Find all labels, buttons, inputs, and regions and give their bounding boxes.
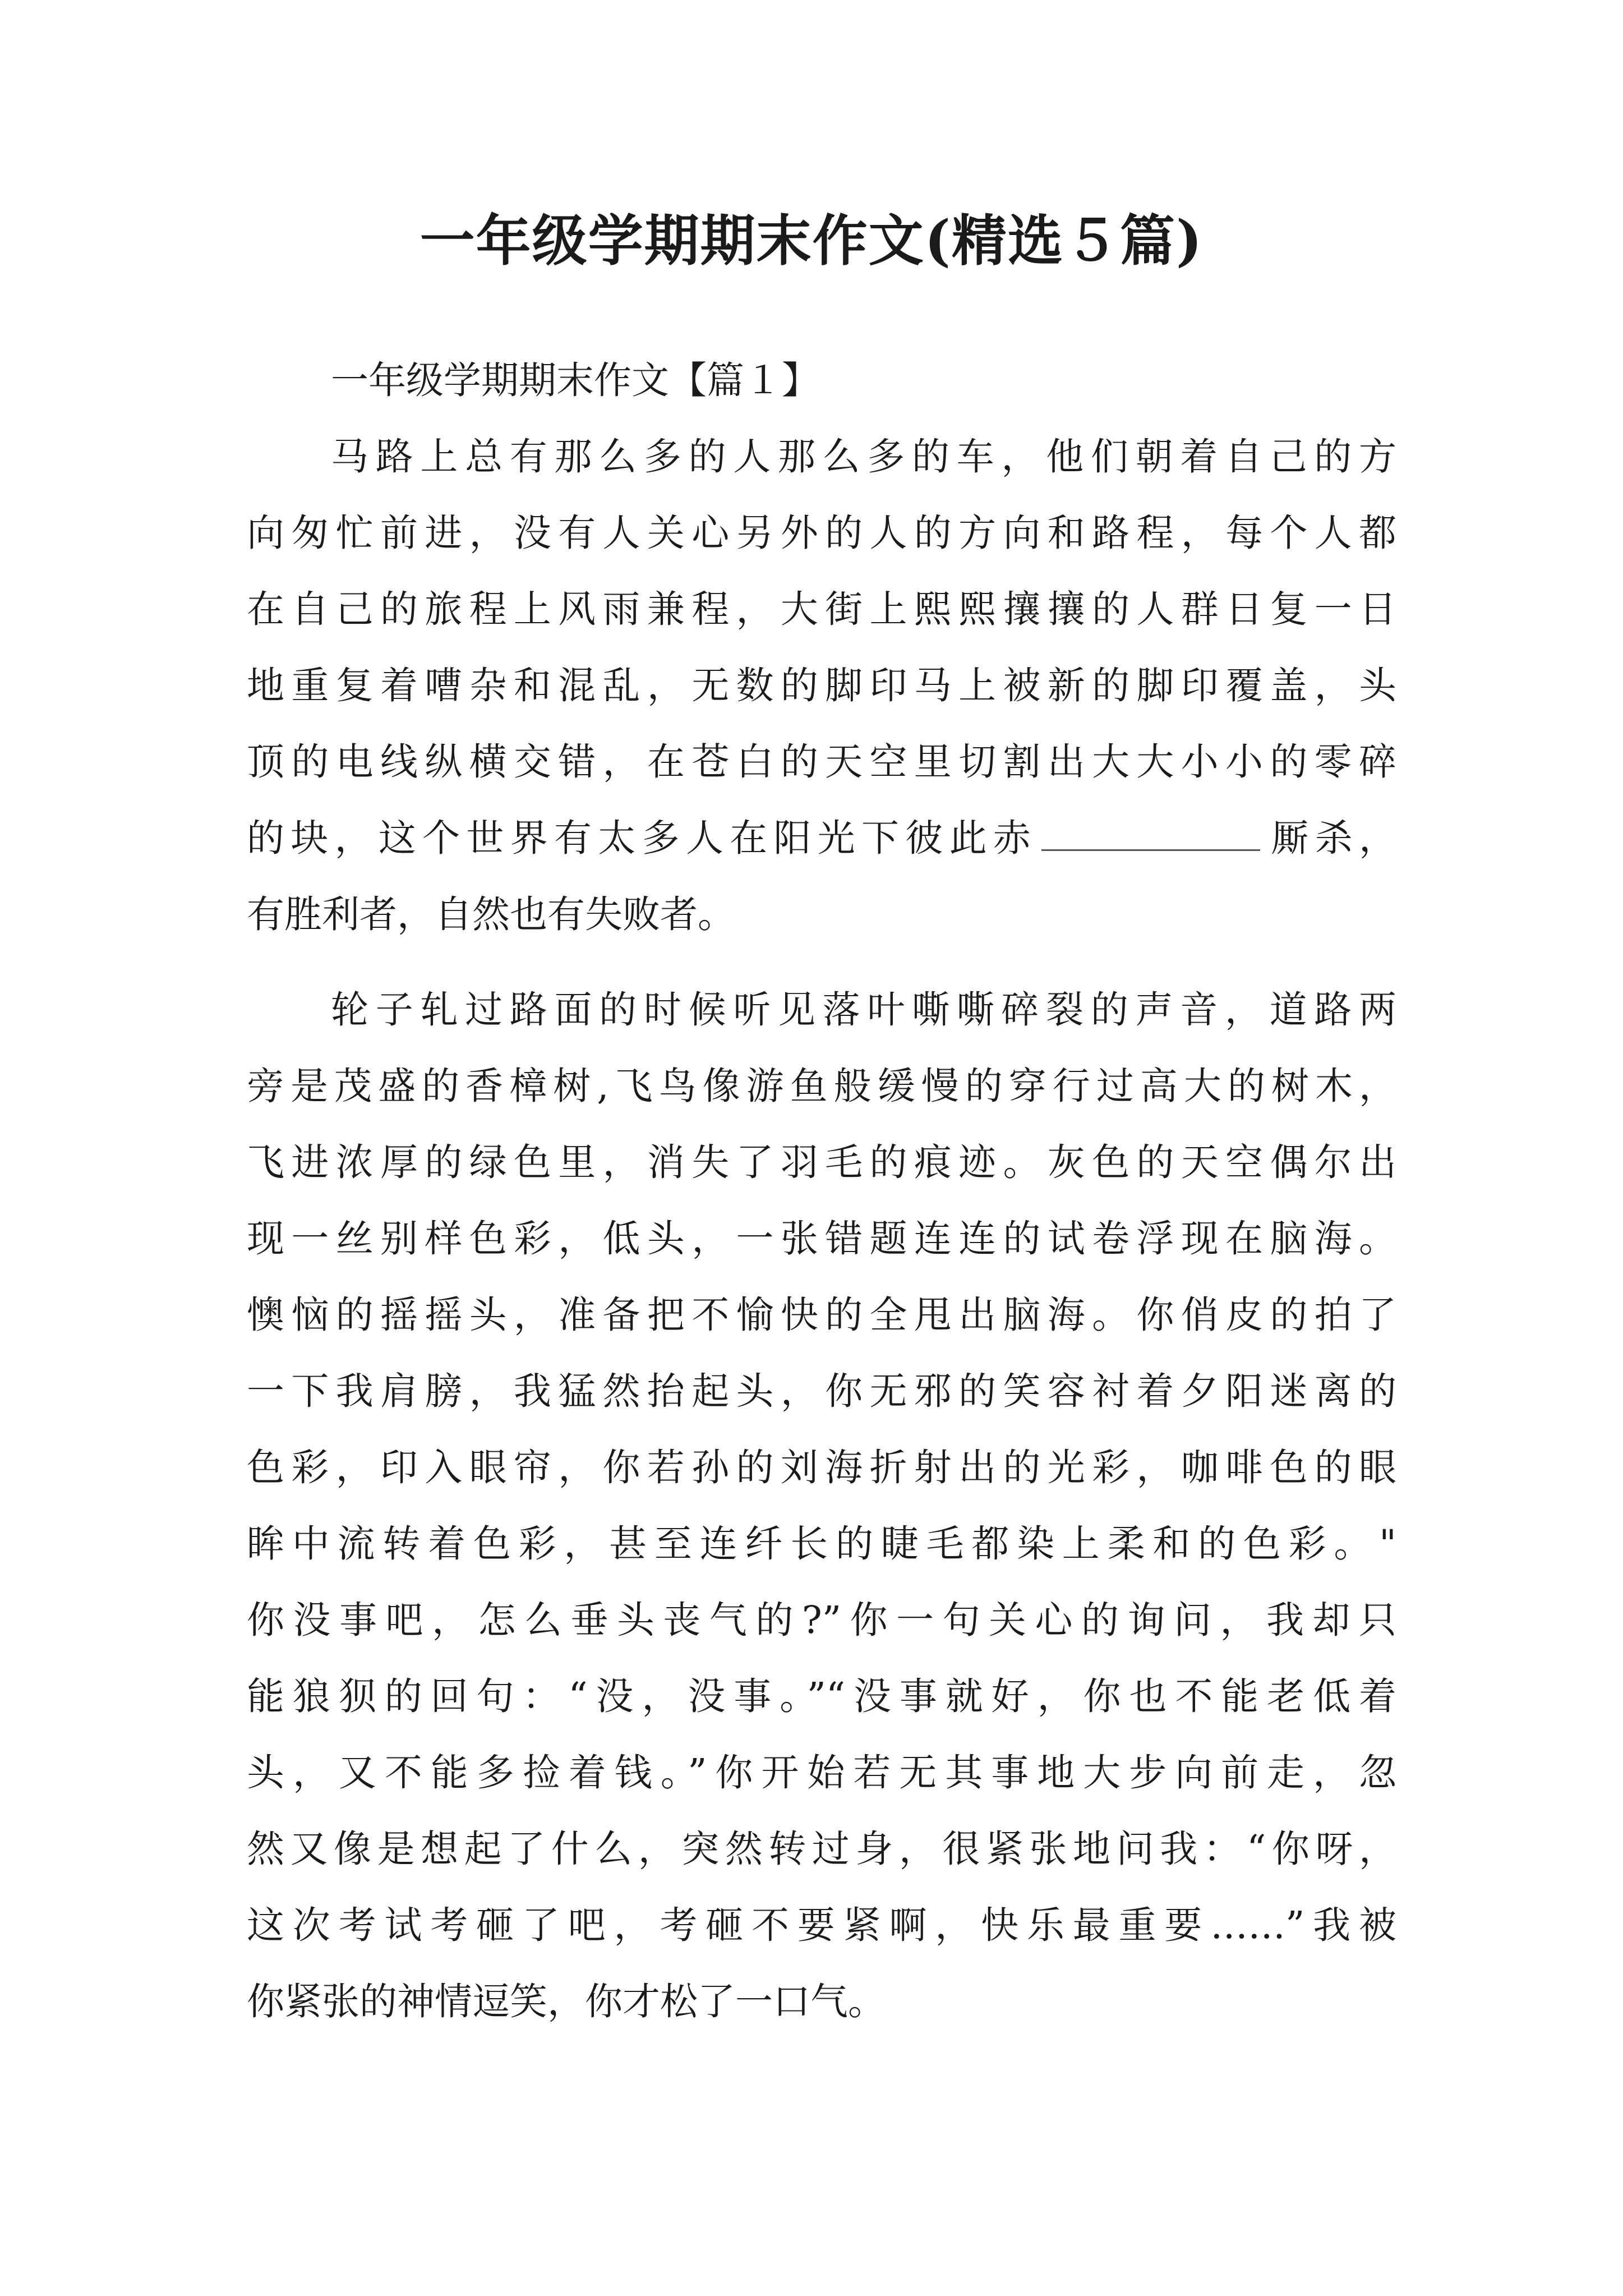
paragraph-line: 有胜利者，自然也有失败者。 — [247, 892, 735, 936]
paragraph-line: 然又像是想起了什么，突然转过身，很紧张地问我：“你呀， — [247, 1827, 1396, 1871]
paragraph-line: 头，又不能多捡着钱。”你开始若无其事地大步向前走，忽 — [247, 1751, 1396, 1795]
paragraph-line-with-blank — [247, 800, 1396, 876]
paragraph-line: 你没事吧，怎么垂头丧气的?”你一句关心的询问，我却只 — [247, 1598, 1396, 1642]
paragraph-line: 眸中流转着色彩，甚至连纤长的睫毛都染上柔和的色彩。" — [247, 1522, 1396, 1566]
paragraph-line: 你紧张的神情逗笑，你才松了一口气。 — [247, 1980, 886, 2023]
paragraph-line: 地重复着嘈杂和混乱，无数的脚印马上被新的脚印覆盖，头 — [247, 664, 1396, 707]
paragraph-line: 能狼狈的回句：“没，没事。”“没事就好，你也不能老低着 — [247, 1674, 1396, 1718]
document-body — [247, 342, 1396, 2040]
paragraph-line: 色彩，印入眼帘，你若孙的刘海折射出的光彩，咖啡色的眼 — [247, 1446, 1396, 1489]
section-heading: 一年级学期期末作文【篇１】 — [331, 358, 819, 402]
paragraph-line: 顶的电线纵横交错，在苍白的天空里切割出大大小小的零碎 — [247, 740, 1396, 784]
paragraph-line: 这次考试考砸了吧，考砸不要紧啊，快乐最重要……”我被 — [247, 1903, 1396, 1947]
paragraph-line: 马路上总有那么多的人那么多的车，他们朝着自己的方 — [331, 435, 1396, 478]
paragraph-line: 旁是茂盛的香樟树,飞鸟像游鱼般缓慢的穿行过高大的树木， — [247, 1064, 1396, 1108]
text-before-blank: 的块，这个世界有太多人在阳光下彼此赤 — [247, 816, 1038, 860]
paragraph-gap — [247, 953, 1396, 972]
paragraph-line: 在自己的旅程上风雨兼程，大街上熙熙攘攘的人群日复一日 — [247, 587, 1396, 631]
fill-in-blank — [1041, 847, 1260, 851]
paragraph-line: 飞进浓厚的绿色里，消失了羽毛的痕迹。灰色的天空偶尔出 — [247, 1140, 1396, 1184]
text-after-blank: 厮杀， — [1265, 816, 1397, 860]
paragraph-line: 轮子轧过路面的时候听见落叶嘶嘶碎裂的声音，道路两 — [331, 988, 1396, 1032]
paragraph-line: 向匆忙前进，没有人关心另外的人的方向和路程，每个人都 — [247, 511, 1396, 555]
paragraph-line: 懊恼的摇摇头，准备把不愉快的全甩出脑海。你俏皮的拍了 — [247, 1293, 1396, 1337]
paragraph-line: 现一丝别样色彩，低头，一张错题连连的试卷浮现在脑海。 — [247, 1217, 1396, 1260]
document-title: 一年级学期期末作文(精选５篇) — [419, 209, 1204, 273]
paragraph-line: 一下我肩膀，我猛然抬起头，你无邪的笑容衬着夕阳迷离的 — [247, 1369, 1396, 1413]
